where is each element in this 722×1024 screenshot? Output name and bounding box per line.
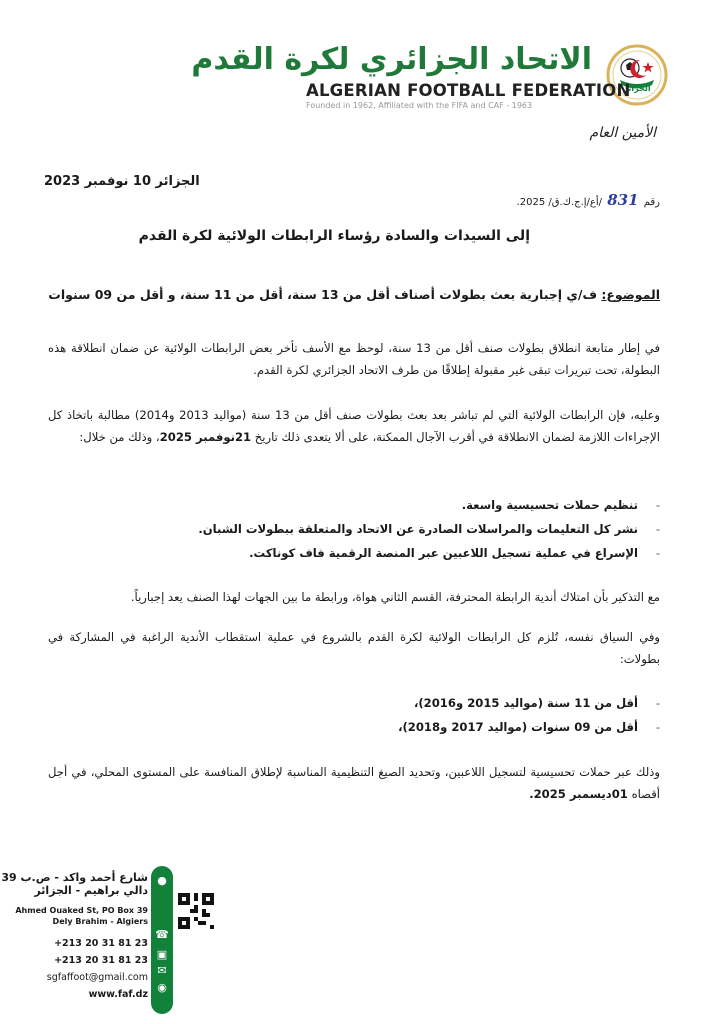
letter-date: الجزائر 10 نوفمبر 2023 xyxy=(44,174,200,189)
address-arabic-line-1: شارع أحمد واكد - ص.ب 39 xyxy=(1,871,148,884)
federation-name-english: ALGERIAN FOOTBALL FEDERATION xyxy=(306,81,631,100)
list-item: - نشر كل التعليمات والمراسلات الصادرة عن الاتحاد والمتعلقة ببطولات الشبان. xyxy=(58,517,638,541)
paragraph-5-text: وذلك عبر حملات تحسيسية لتسجيل اللاعبين، وتحديد الصيغ التنظيمية المناسبة لإطلاق المنافسة على المستوى المحلي، في أجل أقصاه xyxy=(48,765,660,801)
subject-label: الموضوع: xyxy=(601,287,660,302)
deadline-date-2: 01ديسمبر 2025. xyxy=(529,787,628,801)
federation-name-arabic: الاتحاد الجزائري لكرة القدم xyxy=(191,42,592,77)
footer-contact xyxy=(0,871,148,1001)
paragraph-1: في إطار متابعة انطلاق بطولات صنف أقل من 13 سنة، لوحظ مع الأسف تأخر بعض الرابطات الولائية عن ضمان انطلاقة هذه البطولة، تحت تبريرات تبقى غير مقبولة إطلاقًا من طرف الاتحاد الجزائري لكرة القدم. xyxy=(48,341,660,377)
paragraph-2-tail: ، وذلك من خلال: xyxy=(79,430,160,444)
address-english-line-1: Ahmed Ouaked St, PO Box 39 xyxy=(15,906,148,915)
qr-code xyxy=(178,893,214,929)
actions-list xyxy=(58,493,660,565)
address-english-line-2: Dely Brahim - Algiers xyxy=(52,917,148,926)
web-globe-icon: ◉ xyxy=(157,981,167,994)
subject-text: ف/ي إجبارية بعث بطولات أصناف أقل من 13 سنة، أقل من 11 سنة، و أقل من 09 سنوات xyxy=(48,287,597,302)
fax-icon: ▣ xyxy=(156,948,168,961)
subject-line xyxy=(48,287,660,302)
reference-number xyxy=(517,191,660,209)
logo-caption: الجزائر xyxy=(623,84,651,93)
footer-icon-bar xyxy=(151,866,173,1014)
addressee: إلى السيدات والسادة رؤساء الرابطات الولائية لكرة القدم xyxy=(138,228,530,244)
phone-icon: ☎ xyxy=(155,928,169,941)
phone-1: +213 20 31 81 23 xyxy=(54,938,148,949)
list-item: - أقل من 11 سنة (مواليد 2015 و2016)، xyxy=(58,691,638,715)
list-item: - الإسراع في عملية تسجيل اللاعبين عبر المنصة الرقمية فاف كوناكت. xyxy=(58,541,638,565)
paragraph-2-text: وعليه، فإن الرابطات الولائية التي لم تباشر بعد بعث بطولات صنف أقل من 13 سنة (مواليد 2013 و2014) مطالبة باتخاذ كل الإجراءات اللازمة لضمان الانطلاقة في أقرب الآجال الممكنة، على ألا يتعدى ذلك تاريخ xyxy=(48,408,660,444)
location-pin-icon: ● xyxy=(157,874,167,887)
deadline-date-1: 21نوفمبر 2025 xyxy=(159,430,252,444)
paragraph-4: وفي السياق نفسه، تُلزم كل الرابطات الولائية لكرة القدم بالشروع في عملية استقطاب الأندية الراغبة في المشاركة في بطولات: xyxy=(48,630,660,666)
paragraph-2 xyxy=(48,404,660,448)
website-link[interactable]: www.faf.dz xyxy=(88,989,148,1000)
paragraph-3: مع التذكير بأن امتلاك أندية الرابطة المحترفة، القسم الثاني هواة، ورابطة ما بين الجهات لهذا الصنف يعد إجبارياً. xyxy=(130,590,660,604)
reference-handwritten-number: 831 xyxy=(607,191,639,209)
email-icon: ✉ xyxy=(157,964,167,977)
email-address[interactable]: sgfaffoot@gmail.com xyxy=(46,972,148,983)
reference-prefix: رقم xyxy=(643,197,660,208)
categories-list xyxy=(58,691,660,739)
list-item: - أقل من 09 سنوات (مواليد 2017 و2018)، xyxy=(58,715,638,739)
phone-2: +213 20 31 81 23 xyxy=(54,955,148,966)
address-arabic-line-2: دالي براهيم - الجزائر xyxy=(34,884,148,897)
list-item: - تنظيم حملات تحسيسية واسعة. xyxy=(58,493,638,517)
founded-caption: Founded in 1962, Affiliated with the FIFA and CAF - 1963 xyxy=(306,101,533,110)
secretary-general-title: الأمين العام xyxy=(589,125,656,141)
reference-suffix: /أع/إ.ج.ك.ق/ 2025. xyxy=(516,197,603,208)
paragraph-5 xyxy=(48,761,660,805)
